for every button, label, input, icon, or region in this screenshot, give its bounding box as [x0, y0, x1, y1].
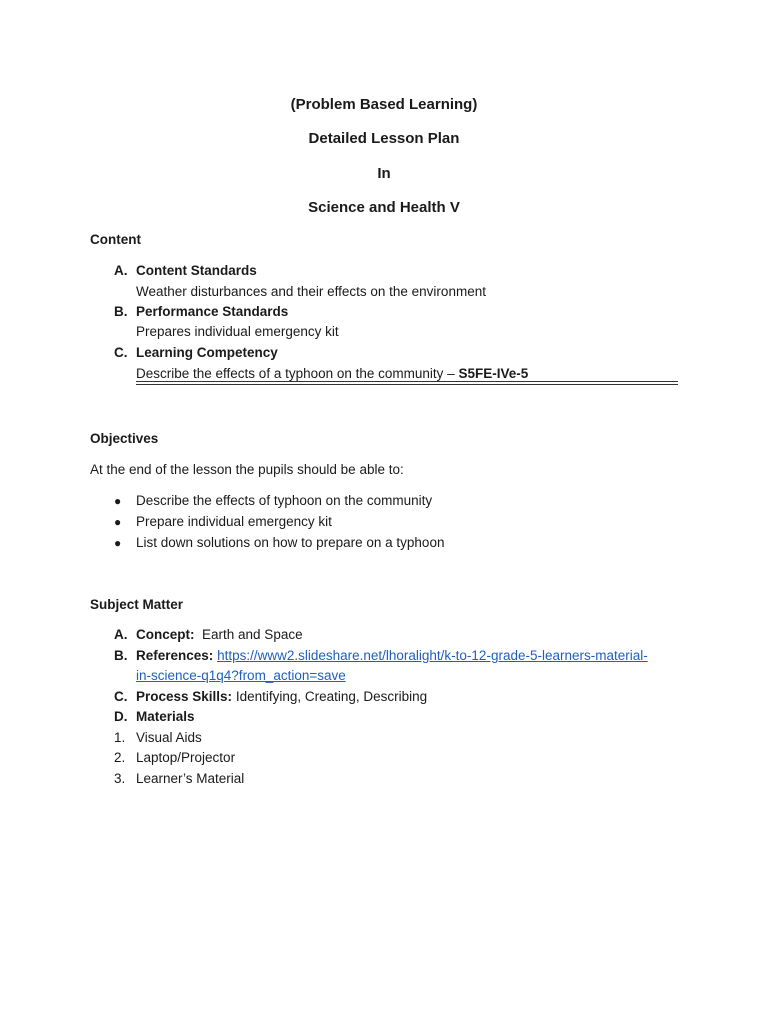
- content-standards-text: Weather disturbances and their effects on the environment: [136, 284, 486, 299]
- list-marker: C.: [114, 345, 128, 360]
- material-item: Laptop/Projector: [136, 750, 236, 765]
- list-marker: B.: [114, 304, 128, 319]
- list-marker: 3.: [114, 771, 126, 786]
- references-link[interactable]: in-science-q1q4?from_action=save: [136, 668, 346, 683]
- bullet-icon: ●: [114, 494, 122, 508]
- objective-item: List down solutions on how to prepare on a typhoon: [136, 535, 445, 550]
- concept-value: Earth and Space: [202, 627, 303, 642]
- list-marker: A.: [114, 263, 128, 278]
- concept-line: [136, 627, 303, 642]
- list-marker: 2.: [114, 750, 126, 765]
- process-skills-line: [136, 689, 427, 704]
- objectives-intro: At the end of the lesson the pupils should be able to:: [90, 462, 404, 477]
- objectives-heading: Objectives: [90, 431, 159, 446]
- objective-item: Describe the effects of typhoon on the community: [136, 493, 433, 508]
- list-marker: A.: [114, 627, 128, 642]
- objective-item: Prepare individual emergency kit: [136, 514, 332, 529]
- list-marker: D.: [114, 709, 128, 724]
- bullet-icon: ●: [114, 515, 122, 529]
- process-skills-value: Identifying, Creating, Describing: [235, 689, 428, 704]
- doc-title-in: In: [377, 165, 391, 182]
- list-marker: B.: [114, 648, 128, 663]
- references-link[interactable]: https://www2.slideshare.net/lhoralight/k-to-12-grade-5-learners-material-: [217, 648, 648, 663]
- process-skills-label: Process Skills:: [136, 689, 233, 704]
- doc-subject: Science and Health V: [308, 199, 460, 216]
- learning-competency-desc: Describe the effects of a typhoon on the community –: [136, 366, 459, 381]
- subject-matter-heading: Subject Matter: [90, 597, 184, 612]
- materials-label: Materials: [136, 709, 195, 724]
- competency-code: S5FE-IVe-5: [458, 366, 529, 381]
- content-standards-label: Content Standards: [136, 263, 257, 278]
- content-heading: Content: [90, 232, 141, 247]
- list-marker: 1.: [114, 730, 126, 745]
- material-item: Learner’s Material: [136, 771, 245, 786]
- learning-competency-text: [136, 366, 528, 381]
- learning-competency-label: Learning Competency: [136, 345, 278, 360]
- material-item: Visual Aids: [136, 730, 202, 745]
- doc-title: Detailed Lesson Plan: [308, 130, 460, 147]
- references-label: References:: [136, 648, 214, 663]
- concept-label: Concept:: [136, 627, 195, 642]
- doc-subtitle: (Problem Based Learning): [290, 96, 478, 113]
- references-link-cont: [136, 668, 346, 683]
- bullet-icon: ●: [114, 536, 122, 550]
- double-underline: [136, 381, 678, 385]
- list-marker: C.: [114, 689, 128, 704]
- performance-standards-label: Performance Standards: [136, 304, 289, 319]
- references-line: [136, 648, 648, 663]
- performance-standards-text: Prepares individual emergency kit: [136, 324, 339, 339]
